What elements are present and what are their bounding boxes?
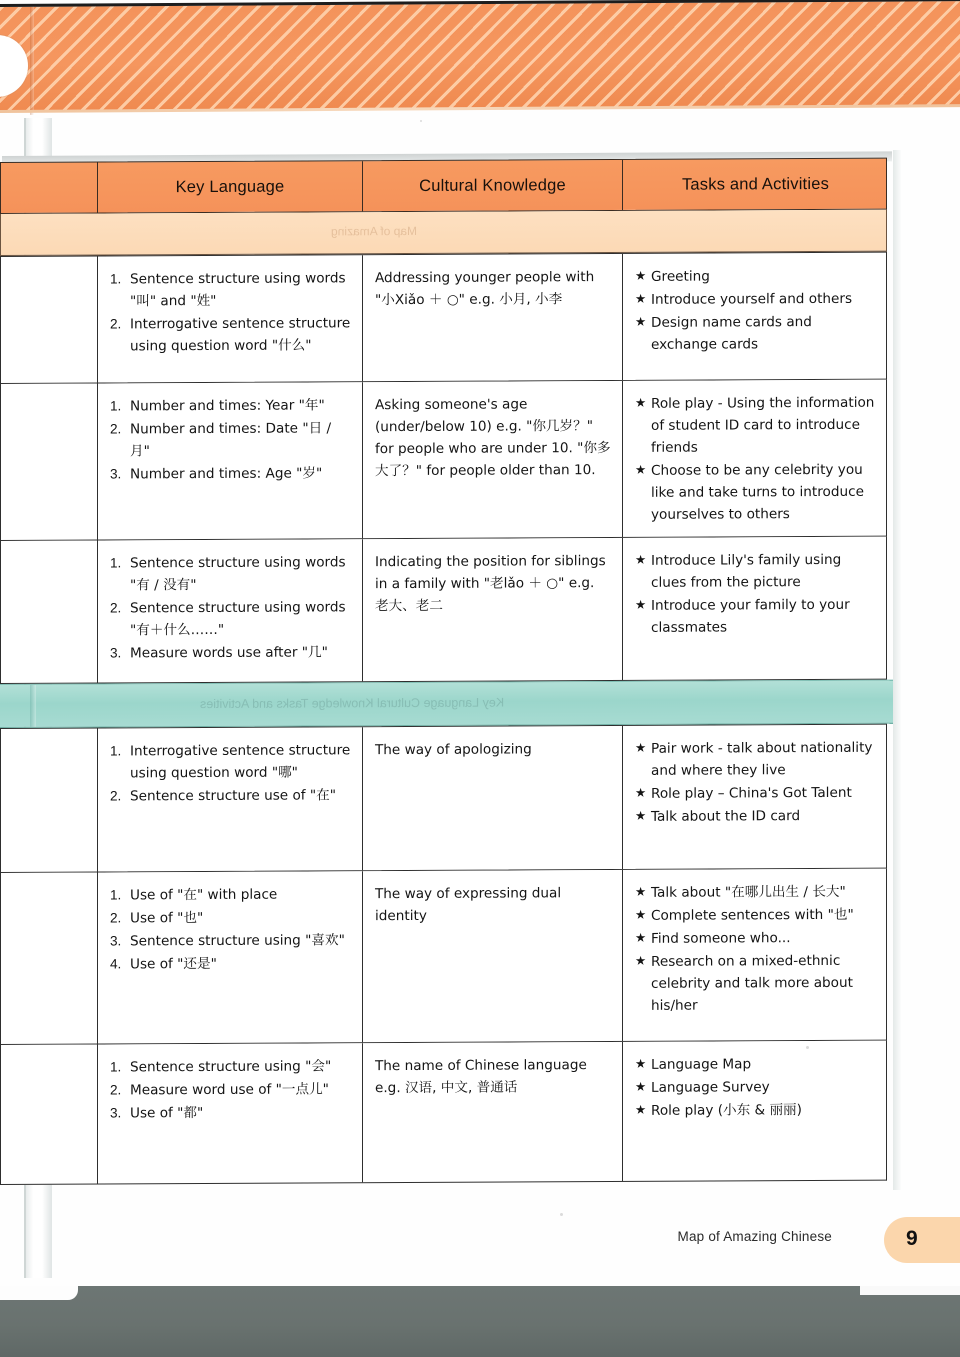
- banner-circle-notch: [0, 35, 28, 97]
- header-cell-key-language: Key Language: [98, 161, 363, 212]
- banner-fold-seam: [30, 7, 34, 115]
- ghost-bleed-text-teal: Key Language Cultural Knowledge Tasks and Activities: [200, 695, 505, 712]
- header-cell-cultural-knowledge: Cultural Knowledge: [363, 160, 623, 211]
- cell-cultural-knowledge: Indicating the position for siblings in a family with "老lǎo ＋ ○" e.g. 老大、老二: [363, 538, 623, 681]
- list-item: [635, 311, 878, 356]
- row-unit-cell: [1, 729, 98, 872]
- list-number: 4.: [110, 956, 122, 972]
- list-text: Language Survey: [651, 1079, 770, 1096]
- list-text: Measure words use after "几": [130, 644, 328, 662]
- cell-tasks-activities: [623, 869, 888, 1041]
- star-icon: ★: [635, 907, 647, 923]
- list-item: [110, 1078, 352, 1101]
- page-number-badge: [884, 1217, 960, 1263]
- list-text: Interrogative sentence structure using question word "什么": [130, 315, 351, 355]
- peach-subheader-band: [0, 210, 887, 256]
- list-text: Find someone who...: [651, 930, 791, 947]
- table-row: [0, 537, 887, 684]
- star-icon: ★: [635, 597, 647, 613]
- list-item: [110, 312, 352, 357]
- list-text: Sentence structure use of "在": [130, 787, 336, 805]
- star-icon: ★: [635, 291, 647, 306]
- list-text: Sentence structure using words "有＋什么……": [130, 599, 346, 639]
- list-item: [110, 1101, 352, 1124]
- list-text: Number and times: Age "岁": [130, 465, 323, 483]
- star-icon: ★: [635, 785, 647, 801]
- list-number: 3.: [110, 466, 122, 482]
- list-item: [635, 288, 878, 311]
- list-item: [635, 1053, 878, 1076]
- list-text: Interrogative sentence structure using question word "哪": [130, 742, 351, 782]
- star-icon: ★: [635, 808, 647, 824]
- list-text: Talk about "在哪儿出生 / 长大": [651, 883, 846, 901]
- list-text: Introduce your family to your classmates: [651, 596, 850, 636]
- row-unit-cell: [1, 873, 98, 1044]
- scan-speckle: [806, 1046, 809, 1049]
- list-number: 1.: [110, 1059, 122, 1075]
- list-item: [110, 267, 352, 312]
- list-item: [635, 265, 878, 288]
- cell-tasks-activities: [623, 253, 888, 380]
- list-text: Role play – China's Got Talent: [651, 784, 852, 802]
- list-text: Sentence structure using words "叫" and "姓": [130, 270, 346, 310]
- list-text: Language Map: [651, 1056, 752, 1073]
- list-text: Use of "还是": [130, 956, 217, 973]
- cell-key-language: [98, 382, 363, 539]
- list-item: [110, 596, 352, 641]
- table-row: [0, 252, 887, 384]
- scanner-background: [0, 1286, 960, 1357]
- list-text: Sentence structure using words "有 / 没有": [130, 554, 346, 594]
- list-text: Use of "都": [130, 1105, 204, 1122]
- list-item: [635, 594, 878, 639]
- list-item: [110, 739, 352, 784]
- cell-cultural-knowledge: Addressing younger people with "小Xiǎo ＋ ○" e.g. 小月, 小李: [363, 254, 623, 381]
- list-number: 2.: [110, 421, 122, 437]
- list-text: Pair work - talk about nationality and where they live: [651, 739, 873, 779]
- list-text: Use of "在" with place: [130, 886, 278, 904]
- list-item: [635, 459, 878, 526]
- list-item: [110, 394, 352, 417]
- table-row: [0, 869, 887, 1045]
- list-text: Introduce yourself and others: [651, 290, 853, 308]
- star-icon: ★: [635, 884, 647, 899]
- list-item: [110, 929, 352, 952]
- list-item: [110, 641, 352, 664]
- list-text: Role play - Using the information of student ID card to introduce friends: [651, 394, 875, 456]
- list-text: Role play (小东 & 丽丽): [651, 1102, 802, 1119]
- footer-title: Map of Amazing Chinese: [677, 1229, 832, 1244]
- list-number: 3.: [110, 933, 122, 949]
- list-number: 2.: [110, 1082, 122, 1098]
- cell-cultural-knowledge: The name of Chinese language e.g. 汉语, 中文, 普通话: [363, 1042, 623, 1182]
- list-text: Use of "也": [130, 910, 204, 927]
- star-icon: ★: [635, 1056, 647, 1071]
- list-text: Sentence structure using "喜欢": [130, 932, 345, 950]
- star-icon: ★: [635, 1079, 647, 1095]
- teal-unit-divider-band: [0, 680, 893, 728]
- list-number: 3.: [110, 645, 122, 661]
- list-item: [635, 392, 878, 459]
- list-text: Greeting: [651, 268, 710, 285]
- list-text: Complete sentences with "也": [651, 906, 854, 924]
- list-number: 1.: [110, 271, 122, 287]
- header-cell-tasks-activities: Tasks and Activities: [681, 174, 830, 194]
- page-number: 9: [906, 1227, 918, 1250]
- scan-speckle: [420, 120, 422, 122]
- cell-key-language: [98, 539, 363, 682]
- list-item: [635, 737, 878, 782]
- list-number: 1.: [110, 398, 122, 414]
- list-item: [110, 551, 352, 596]
- cell-tasks-activities: [623, 725, 888, 869]
- list-number: 2.: [110, 316, 122, 332]
- star-icon: ★: [635, 552, 647, 567]
- table-header-row: [0, 158, 887, 214]
- star-icon: ★: [635, 953, 647, 969]
- list-item: [635, 927, 878, 950]
- list-number: 3.: [110, 1105, 122, 1121]
- cell-key-language: [98, 255, 363, 382]
- star-icon: ★: [635, 930, 647, 946]
- list-item: [110, 906, 352, 929]
- curriculum-map-table: [0, 158, 887, 1185]
- list-number: 2.: [110, 600, 122, 616]
- cell-cultural-knowledge: The way of expressing dual identity: [363, 870, 623, 1042]
- list-item: [110, 784, 352, 807]
- cell-key-language: [98, 871, 363, 1043]
- cell-key-language: [98, 1043, 363, 1183]
- table-row: [0, 380, 887, 541]
- scan-speckle: [560, 1213, 563, 1216]
- cell-tasks-activities: [623, 1041, 888, 1181]
- page-footer: [0, 1213, 960, 1265]
- list-text: Measure word use of "一点儿": [130, 1081, 329, 1099]
- list-item: [110, 1055, 352, 1078]
- table-row: [0, 724, 887, 873]
- list-text: Talk about the ID card: [651, 808, 801, 825]
- list-text: Design name cards and exchange cards: [651, 314, 812, 353]
- list-number: 1.: [110, 743, 122, 759]
- header-cell-spacer: [1, 163, 98, 213]
- cell-tasks-activities: [623, 537, 888, 680]
- list-number: 1.: [110, 887, 122, 903]
- list-item: [110, 417, 352, 462]
- list-text: Sentence structure using "会": [130, 1058, 332, 1076]
- list-item: [110, 462, 352, 485]
- list-text: Choose to be any celebrity you like and take turns to introduce yourselves to others: [651, 461, 864, 523]
- list-item: [635, 1076, 878, 1099]
- star-icon: ★: [635, 462, 647, 477]
- list-text: Research on a mixed-ethnic celebrity and talk more about his/her: [651, 953, 853, 1014]
- cell-cultural-knowledge: The way of apologizing: [363, 726, 623, 870]
- list-text: Number and times: Year "年": [130, 397, 325, 415]
- list-number: 1.: [110, 555, 122, 571]
- teal-divider-row: [0, 680, 887, 728]
- cell-tasks-activities: [623, 380, 888, 537]
- ghost-bleed-text-peach: Map of Amazing: [331, 223, 418, 239]
- top-decorative-banner: [0, 0, 960, 112]
- list-item: [635, 904, 878, 927]
- star-icon: ★: [635, 314, 647, 329]
- list-item: [635, 805, 878, 828]
- list-item: [635, 950, 878, 1017]
- teal-fold-seam: [30, 685, 36, 728]
- cell-key-language: [98, 727, 363, 871]
- list-item: [635, 549, 878, 594]
- star-icon: ★: [635, 395, 647, 410]
- star-icon: ★: [635, 1102, 647, 1118]
- table-row: [0, 1041, 887, 1185]
- row-unit-cell: [1, 1045, 98, 1184]
- star-icon: ★: [635, 740, 647, 755]
- list-number: 2.: [110, 788, 122, 804]
- list-number: 2.: [110, 910, 122, 926]
- list-item: [110, 883, 352, 906]
- star-icon: ★: [635, 268, 647, 283]
- page-right-edge: [893, 150, 901, 1190]
- list-text: Number and times: Date "日 / 月": [130, 420, 332, 460]
- list-item: [635, 782, 878, 805]
- row-unit-cell: [1, 257, 98, 383]
- list-text: Introduce Lily's family using clues from the picture: [651, 551, 842, 591]
- list-item: [110, 952, 352, 975]
- list-item: [635, 1099, 878, 1122]
- list-item: [635, 881, 878, 904]
- cell-cultural-knowledge: Asking someone's age (under/below 10) e.g. "你几岁？" for people who are under 10. "你多大了？" for people older than 10.: [363, 381, 623, 538]
- row-unit-cell: [1, 384, 98, 541]
- row-unit-cell: [1, 541, 98, 683]
